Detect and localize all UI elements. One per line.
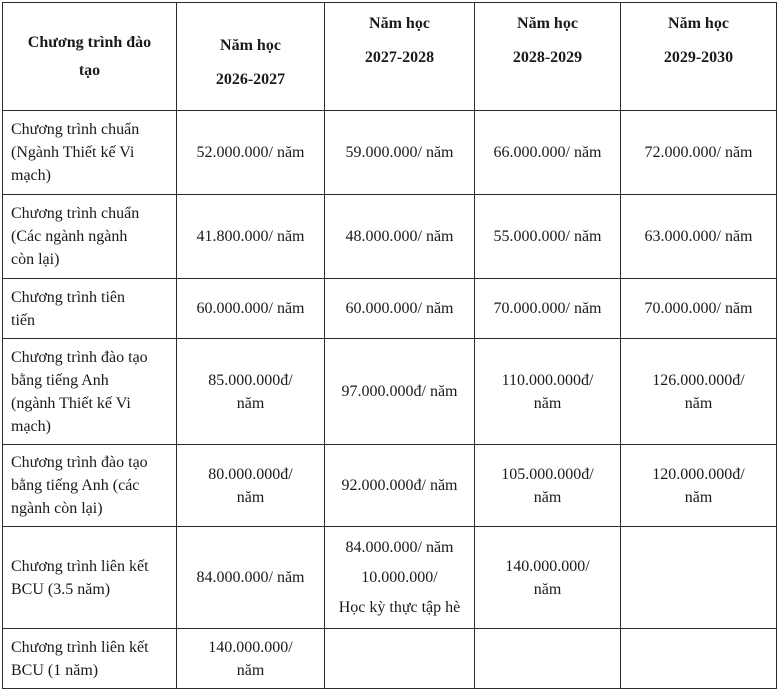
fee-cell-2026: 80.000.000đ/ năm — [177, 445, 325, 527]
header-year-2026-2027: Năm học 2026-2027 — [177, 3, 325, 111]
fee-cell-2029: 120.000.000đ/ năm — [621, 445, 777, 527]
fee-cell-2027: 48.000.000/ năm — [325, 195, 475, 279]
header-program: Chương trình đào tạo — [3, 3, 177, 111]
fee-cell-2029: 126.000.000đ/ năm — [621, 339, 777, 445]
fee-cell-2028: 110.000.000đ/ năm — [475, 339, 621, 445]
header-year-2029-2030: Năm học 2029-2030 — [621, 3, 777, 111]
program-cell: Chương trình tiên tiến — [3, 279, 177, 339]
program-cell: Chương trình đào tạo bằng tiếng Anh (ngành Thiết kế Vi mạch) — [3, 339, 177, 445]
program-cell: Chương trình liên kết BCU (3.5 năm) — [3, 527, 177, 629]
table-row — [3, 339, 777, 445]
fee-cell-2026: 140.000.000/ năm — [177, 629, 325, 689]
fee-cell-2028: 66.000.000/ năm — [475, 111, 621, 195]
fee-cell-2027: 84.000.000/ năm 10.000.000/ Học kỳ thực tập hè — [325, 527, 475, 629]
program-cell: Chương trình đào tạo bằng tiếng Anh (các ngành còn lại) — [3, 445, 177, 527]
fee-cell-2029: 70.000.000/ năm — [621, 279, 777, 339]
header-year-2027-2028: Năm học 2027-2028 — [325, 3, 475, 111]
fee-cell-2027: 59.000.000/ năm — [325, 111, 475, 195]
fee-cell-2027: 97.000.000đ/ năm — [325, 339, 475, 445]
fee-cell-2029: 63.000.000/ năm — [621, 195, 777, 279]
table-row — [3, 445, 777, 527]
program-cell: Chương trình chuẩn (Các ngành ngành còn lại) — [3, 195, 177, 279]
table-row — [3, 195, 777, 279]
tuition-table — [2, 2, 777, 689]
fee-cell-2028: 70.000.000/ năm — [475, 279, 621, 339]
fee-cell-2029 — [621, 629, 777, 689]
header-year-2028-2029: Năm học 2028-2029 — [475, 3, 621, 111]
fee-cell-2028 — [475, 629, 621, 689]
fee-cell-2026: 41.800.000/ năm — [177, 195, 325, 279]
fee-cell-2027: 60.000.000/ năm — [325, 279, 475, 339]
table-row — [3, 279, 777, 339]
fee-cell-2027 — [325, 629, 475, 689]
fee-cell-2026: 52.000.000/ năm — [177, 111, 325, 195]
fee-cell-2028: 55.000.000/ năm — [475, 195, 621, 279]
fee-cell-2028: 140.000.000/ năm — [475, 527, 621, 629]
table-row — [3, 527, 777, 629]
table-row — [3, 111, 777, 195]
fee-cell-2026: 84.000.000/ năm — [177, 527, 325, 629]
fee-cell-2026: 85.000.000đ/ năm — [177, 339, 325, 445]
fee-cell-2028: 105.000.000đ/ năm — [475, 445, 621, 527]
fee-cell-2026: 60.000.000/ năm — [177, 279, 325, 339]
header-row — [3, 3, 777, 111]
fee-cell-2029: 72.000.000/ năm — [621, 111, 777, 195]
program-cell: Chương trình liên kết BCU (1 năm) — [3, 629, 177, 689]
table-row — [3, 629, 777, 689]
fee-cell-2029 — [621, 527, 777, 629]
program-cell: Chương trình chuẩn (Ngành Thiết kế Vi mạch) — [3, 111, 177, 195]
fee-cell-2027: 92.000.000đ/ năm — [325, 445, 475, 527]
